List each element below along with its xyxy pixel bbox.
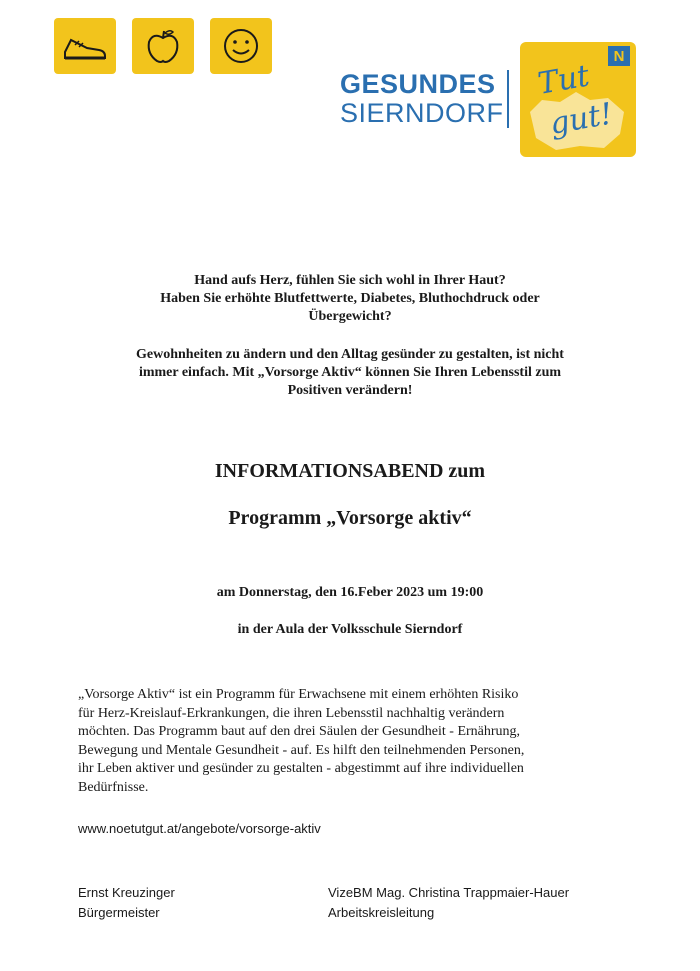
logo-badge: N — [613, 48, 625, 65]
signature-right-role: Arbeitskreisleitung — [328, 905, 435, 920]
signature-left-role: Bürgermeister — [78, 905, 160, 920]
brand-name — [340, 70, 504, 128]
description-line-5: ihr Leben aktiver und gesünder zu gestalten - abgestimmt auf ihre individuellen — [78, 761, 524, 776]
intro-line-1: Hand aufs Herz, fühlen Sie sich wohl in Ihrer Haut? — [194, 273, 506, 288]
event-date: am Donnerstag, den 16.Feber 2023 um 19:00 — [216, 585, 484, 600]
program-description — [78, 686, 630, 797]
intro-questions — [60, 272, 640, 326]
shoe-icon-tile — [54, 18, 116, 74]
signature-left — [78, 883, 175, 923]
tut-gut-logo — [520, 42, 636, 157]
smiley-icon-tile — [210, 18, 272, 74]
signature-left-name: Ernst Kreuzinger — [78, 885, 175, 900]
description-line-4: Bewegung und Mentale Gesundheit - auf. Es hilft den teilnehmenden Personen, — [78, 742, 525, 758]
intro-statement — [60, 346, 640, 400]
svg-text:Tut: Tut — [535, 58, 592, 102]
brand-line-1: GESUNDES — [340, 69, 496, 99]
description-line-6: Bedürfnisse. — [78, 779, 149, 795]
tut-gut-logo-art — [520, 42, 636, 157]
intro-line-3: Übergewicht? — [308, 309, 392, 324]
intro-line-2: Haben Sie erhöhte Blutfettwerte, Diabetes, Bluthochdruck oder — [160, 291, 540, 306]
event-subtitle: Programm „Vorsorge aktiv“ — [228, 507, 472, 529]
brand-divider — [507, 70, 509, 128]
event-title: INFORMATIONSABEND zum — [214, 460, 486, 482]
intro-line-4: Gewohnheiten zu ändern und den Alltag gesünder zu gestalten, ist nicht — [136, 347, 564, 362]
description-line-2: für Herz-Kreislauf-Erkrankungen, die ihren Lebensstil nachhaltig verändern — [78, 705, 505, 721]
signature-right-name: VizeBM Mag. Christina Trappmaier-Hauer — [328, 885, 570, 900]
smiley-icon — [217, 26, 265, 66]
intro-line-5: immer einfach. Mit „Vorsorge Aktiv“ können Sie Ihren Lebensstil zum — [138, 365, 562, 380]
apple-icon — [139, 26, 187, 66]
program-url[interactable]: www.noetutgut.at/angebote/vorsorge-aktiv — [78, 821, 321, 836]
apple-icon-tile — [132, 18, 194, 74]
event-location: in der Aula der Volksschule Sierndorf — [237, 622, 463, 637]
signature-right — [328, 883, 569, 923]
shoe-icon — [61, 26, 109, 66]
intro-line-6: Positiven verändern! — [287, 383, 413, 398]
description-line-3: möchten. Das Programm baut auf den drei Säulen der Gesundheit - Ernährung, — [78, 724, 521, 739]
brand-line-2: SIERNDORF — [340, 98, 504, 128]
svg-text:gut!: gut! — [547, 96, 616, 142]
description-line-1: „Vorsorge Aktiv“ ist ein Programm für Erwachsene mit einem erhöhten Risiko — [78, 687, 519, 702]
